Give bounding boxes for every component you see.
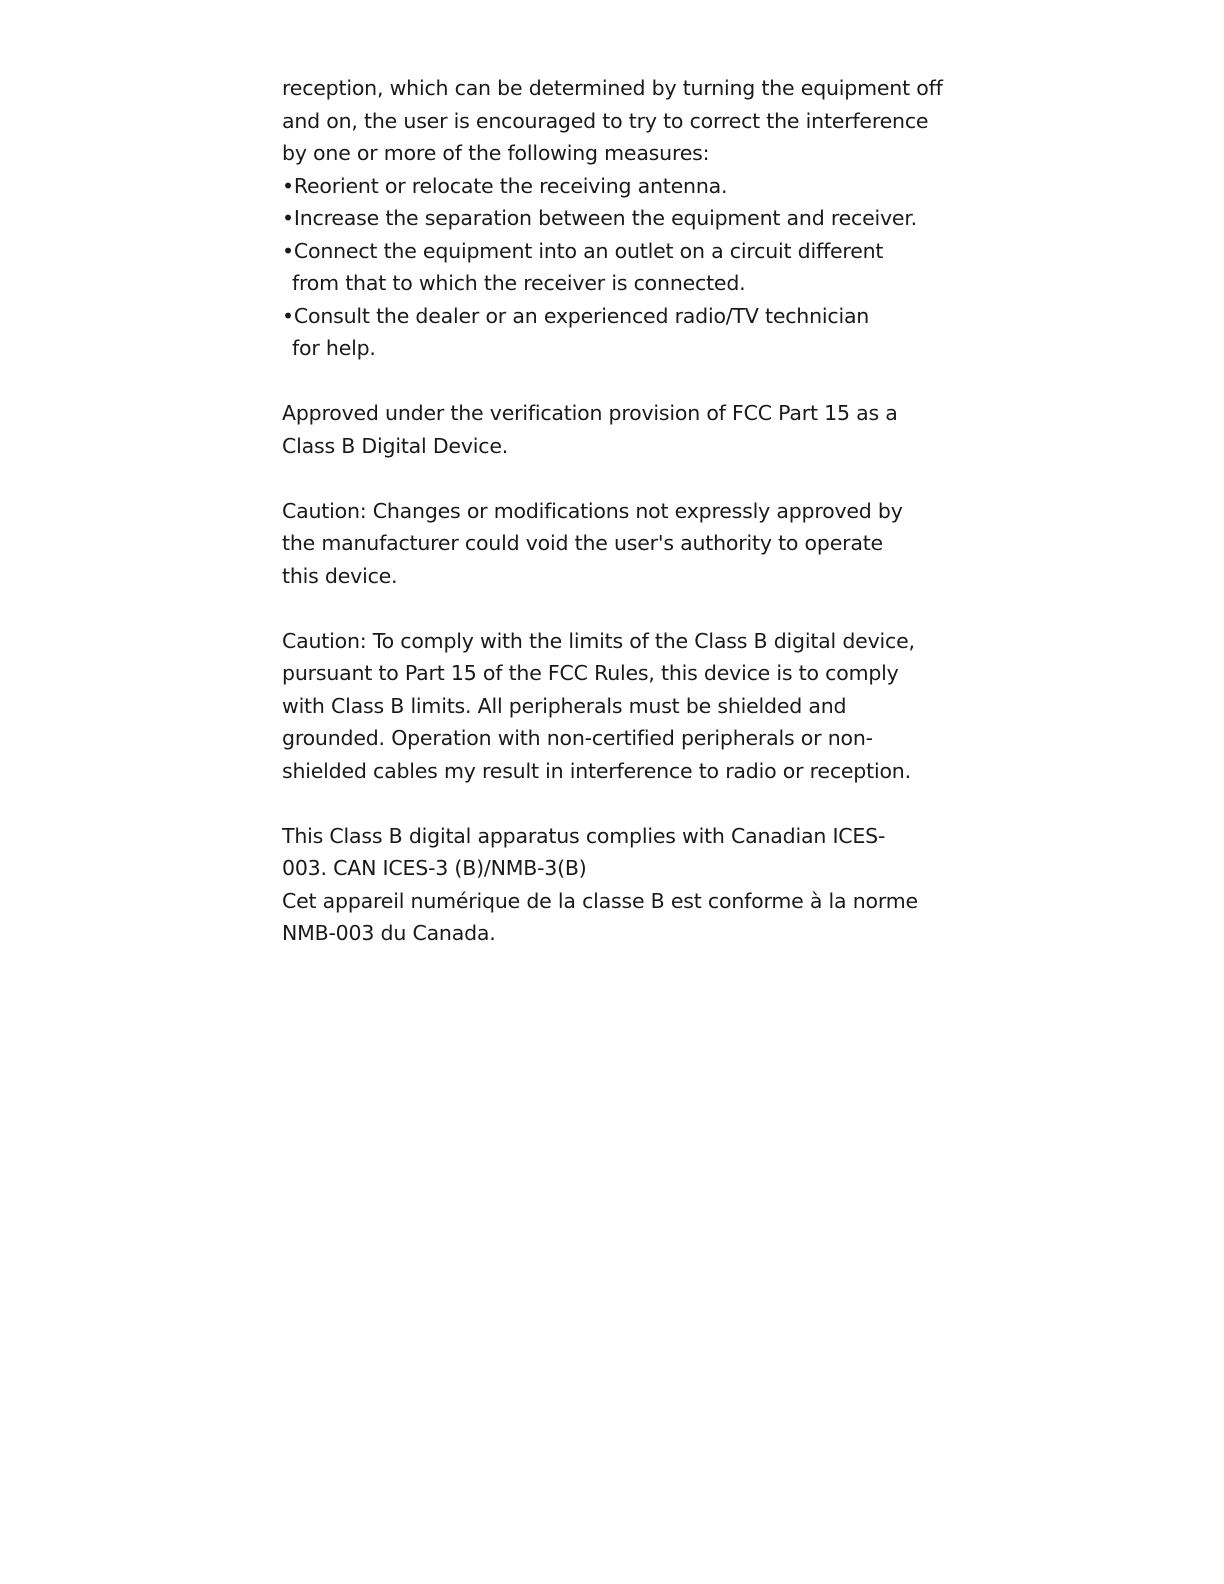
approved-paragraph: [282, 397, 962, 462]
text-line: Caution: To comply with the limits of the Class B digital device,: [282, 628, 915, 653]
text-line: •Increase the separation between the equipment and receiver.: [282, 206, 918, 230]
paragraph-gap: [282, 592, 962, 625]
text-line: for help.: [292, 336, 376, 360]
text-line: 003. CAN ICES-3 (B)/NMB-3(B): [282, 856, 587, 880]
text-line: this device.: [282, 563, 398, 588]
paragraph-gap: [282, 365, 962, 398]
text-line: the manufacturer could void the user's authority to operate: [282, 531, 883, 555]
paragraph-gap: [282, 462, 962, 495]
measures-list: [282, 170, 962, 365]
list-item: [282, 170, 962, 203]
canada-compliance-paragraph: [282, 820, 962, 950]
text-line: with Class B limits. All peripherals must be shielded and: [282, 693, 847, 718]
text-line: from that to which the receiver is connected.: [292, 271, 746, 295]
text-line: and on, the user is encouraged to try to correct the interference: [282, 108, 929, 133]
list-item: [282, 300, 962, 365]
text-line: grounded. Operation with non-certified peripherals or non-: [282, 726, 873, 750]
caution-limits-paragraph: [282, 625, 962, 788]
list-item: [282, 202, 962, 235]
intro-paragraph: [282, 72, 962, 170]
text-line: Cet appareil numérique de la classe B est conforme à la norme: [282, 888, 918, 913]
text-line: This Class B digital apparatus complies with Canadian ICES-: [282, 823, 886, 848]
text-line: shielded cables my result in interference to radio or reception.: [282, 758, 911, 783]
text-line: •Reorient or relocate the receiving antenna.: [282, 173, 728, 198]
text-line: by one or more of the following measures:: [282, 141, 710, 165]
document-body: [282, 72, 962, 950]
text-line: NMB-003 du Canada.: [282, 921, 496, 945]
paragraph-gap: [282, 787, 962, 820]
text-line: Class B Digital Device.: [282, 433, 509, 458]
text-line: Approved under the verification provision of FCC Part 15 as a: [282, 401, 898, 425]
text-line: pursuant to Part 15 of the FCC Rules, this device is to comply: [282, 661, 899, 685]
text-line: •Consult the dealer or an experienced radio/TV technician: [282, 303, 870, 328]
caution-changes-paragraph: [282, 495, 962, 593]
text-line: •Connect the equipment into an outlet on a circuit different: [282, 238, 884, 263]
list-item: [282, 235, 962, 300]
text-line: Caution: Changes or modifications not expressly approved by: [282, 498, 903, 523]
text-line: reception, which can be determined by turning the equipment off: [282, 76, 943, 100]
